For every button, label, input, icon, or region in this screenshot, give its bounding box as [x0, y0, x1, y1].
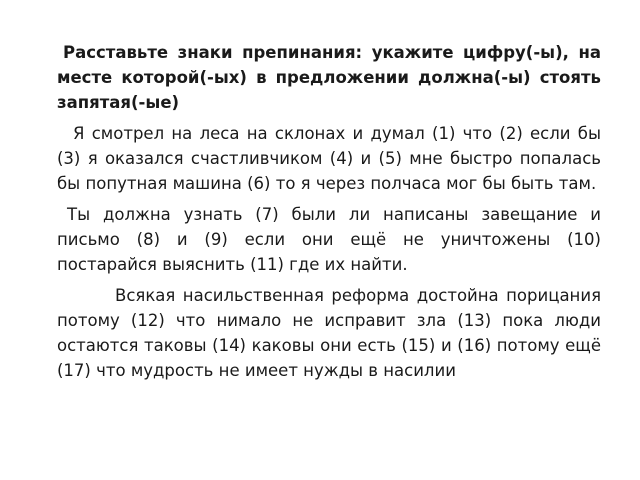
- document-page: [57, 40, 601, 389]
- task-instruction: Расставьте знаки препинания: укажите цифру(-ы), на месте которой(-ых) в предложении должна(-ы) стоять запятая(-ые): [57, 43, 601, 112]
- sentence-2: Ты должна узнать (7) были ли написаны завещание и письмо (8) и (9) если они ещё не уничтожены (10) постарайся выяснить (11) где их найти.: [57, 205, 601, 274]
- sentence-1: Я смотрел на леса на склонах и думал (1) что (2) если бы (3) я оказался счастливчиком (4) и (5) мне быстро попалась бы попутная машина (6) то я через полчаса мог бы быть там.: [57, 124, 601, 193]
- sentence-3: Всякая насильственная реформа достойна порицания потому (12) что нимало не исправит зла (13) пока люди остаются таковы (14) каковы они есть (15) и (16) потому ещё (17) что мудрость не имеет нужды в насилии: [57, 286, 601, 380]
